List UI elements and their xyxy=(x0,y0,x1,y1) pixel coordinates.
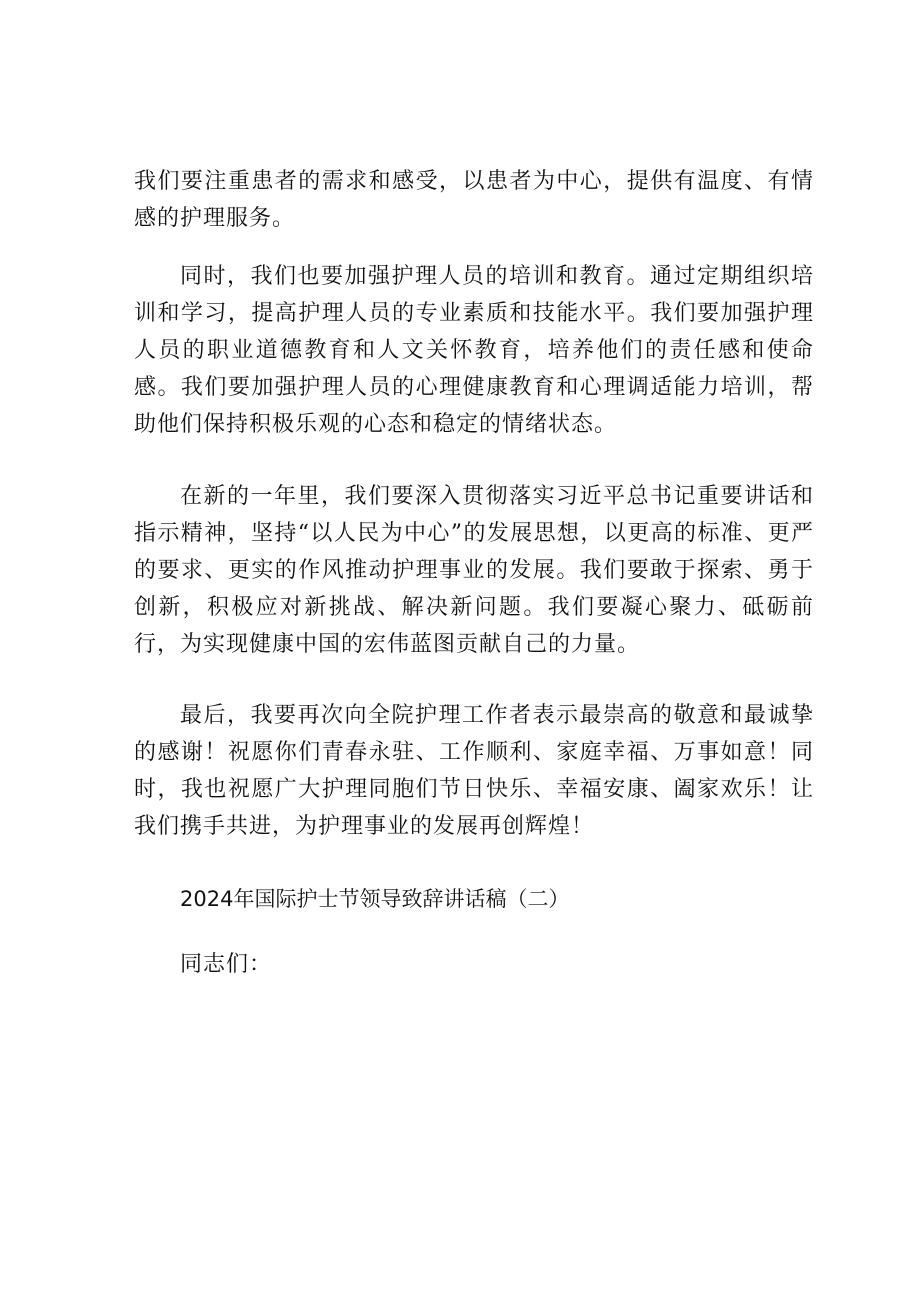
paragraph-new-year xyxy=(134,478,814,663)
paragraph-closing xyxy=(134,697,814,845)
paragraph-text: 同时，我们也要加强护理人员的培训和教育。通过定期组织培训和学习，提高护理人员的专业素质和技能水平。我们要加强护理人员的职业道德教育和人文关怀教育，培养他们的责任感和使命感。我们要加强护理人员的心理健康教育和心理调适能力培训，帮助他们保持积极乐观的心态和稳定的情绪状态。 xyxy=(134,264,814,437)
paragraph-text: 我们要注重患者的需求和感受，以患者为中心，提供有温度、有情感的护理服务。 xyxy=(134,169,814,231)
paragraph-continuation xyxy=(134,163,814,237)
paragraph-text: 在新的一年里，我们要深入贯彻落实习近平总书记重要讲话和指示精神，坚持“以人民为中心”的发展思想，以更高的标准、更严的要求、更实的作风推动护理事业的发展。我们要敢于探索、勇于创新，积极应对新挑战、解决新问题。我们要凝心聚力、砥砺前行，为实现健康中国的宏伟蓝图贡献自己的力量。 xyxy=(134,484,814,657)
section-heading: 2024年国际护士节领导致辞讲话稿（二） xyxy=(180,887,570,911)
paragraph-text: 最后，我要再次向全院护理工作者表示最崇高的敬意和最诚挚的感谢！祝愿你们青春永驻、工作顺利、家庭幸福、万事如意！同时，我也祝愿广大护理同胞们节日快乐、幸福安康、阖家欢乐！让我们携手共进，为护理事业的发展再创辉煌！ xyxy=(134,703,814,839)
paragraph-training xyxy=(134,258,814,443)
salutation: 同志们： xyxy=(180,952,273,977)
